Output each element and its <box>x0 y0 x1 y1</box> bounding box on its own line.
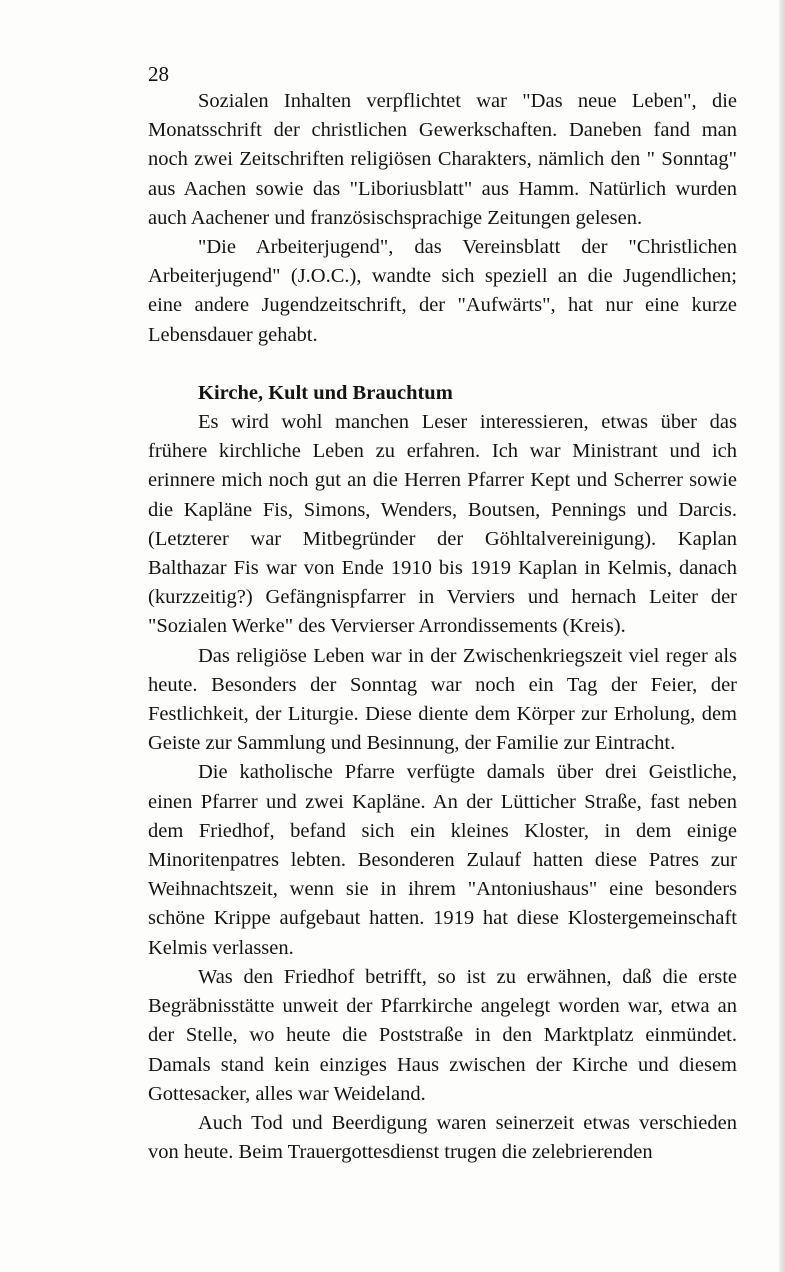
paragraph-religious-life: Das religiöse Leben war in der Zwischenkriegszeit viel reger als heute. Besonders der Sonntag war noch ein Tag der Feier, der Festlichkeit, der Liturgie. Diese diente dem Körper zur Erholung, dem Geiste zur Sammlung und Besinnung, der Familie zur Eintracht. <box>148 644 737 755</box>
paragraph-periodicals: Sozialen Inhalten verpflichtet war "Das neue Leben", die Monatsschrift der christlichen Gewerkschaften. Daneben fand man noch zwei Zeitschriften religiösen Charakters, nämlich den " Sonntag" aus Aachen sowie das "Liboriusblatt" aus Hamm. Natürlich wurden auch Aachener und französischsprachige Zeitungen gelesen. <box>148 90 737 229</box>
paragraph-youth-press: "Die Arbeiterjugend", das Vereinsblatt der "Christlichen Arbeiterjugend" (J.O.C.), wandte sich speziell an die Jugendlichen; eine andere Jugendzeitschrift, der "Aufwärts", hat nur eine kurze Lebensdauer gehabt. <box>148 236 737 346</box>
page-number: 28 <box>148 62 169 86</box>
body-text <box>148 87 737 1167</box>
paragraph-church-life: Es wird wohl manchen Leser interessieren, etwas über das frühere kirchliche Leben zu erfahren. Ich war Ministrant und ich erinnere mich noch gut an die Herren Pfarrer Kept und Scherrer sowie die Kapläne Fis, Simons, Wenders, Boutsen, Pennings und Darcis. (Letzterer war Mitbegründer der Göhltalvereinigung). Kaplan Balthazar Fis war von Ende 1910 bis 1919 Kaplan in Kelmis, danach (kurzzeitig?) Gefängnispfarrer in Verviers und hernach Leiter der "Sozialen Werke" des Vervierser Arrondissements (Kreis). <box>148 411 737 638</box>
section-heading: Kirche, Kult und Brauchtum <box>198 381 453 404</box>
paragraph-funeral: Auch Tod und Beerdigung waren seinerzeit etwas verschieden von heute. Beim Trauergottesdienst trugen die zelebrierenden <box>148 1111 737 1164</box>
page-edge <box>779 0 785 1272</box>
paragraph-parish: Die katholische Pfarre verfügte damals über drei Geistliche, einen Pfarrer und zwei Kapläne. An der Lütticher Straße, fast neben dem Friedhof, befand sich ein kleines Kloster, in dem einige Minoritenpatres lebten. Besonderen Zulauf hatten diese Patres zur Weihnachtszeit, wenn sie in ihrem "Antoniushaus" eine besonders schöne Krippe aufgebaut hatten. 1919 hat diese Klostergemeinschaft Kelmis verlassen. <box>148 761 737 959</box>
paragraph-cemetery: Was den Friedhof betrifft, so ist zu erwähnen, daß die erste Begräbnisstätte unweit der Pfarrkirche angelegt worden war, etwa an der Stelle, wo heute die Poststraße in den Marktplatz einmündet. Damals stand kein einziges Haus zwischen der Kirche und diesem Gottesacker, alles war Weideland. <box>148 965 737 1105</box>
